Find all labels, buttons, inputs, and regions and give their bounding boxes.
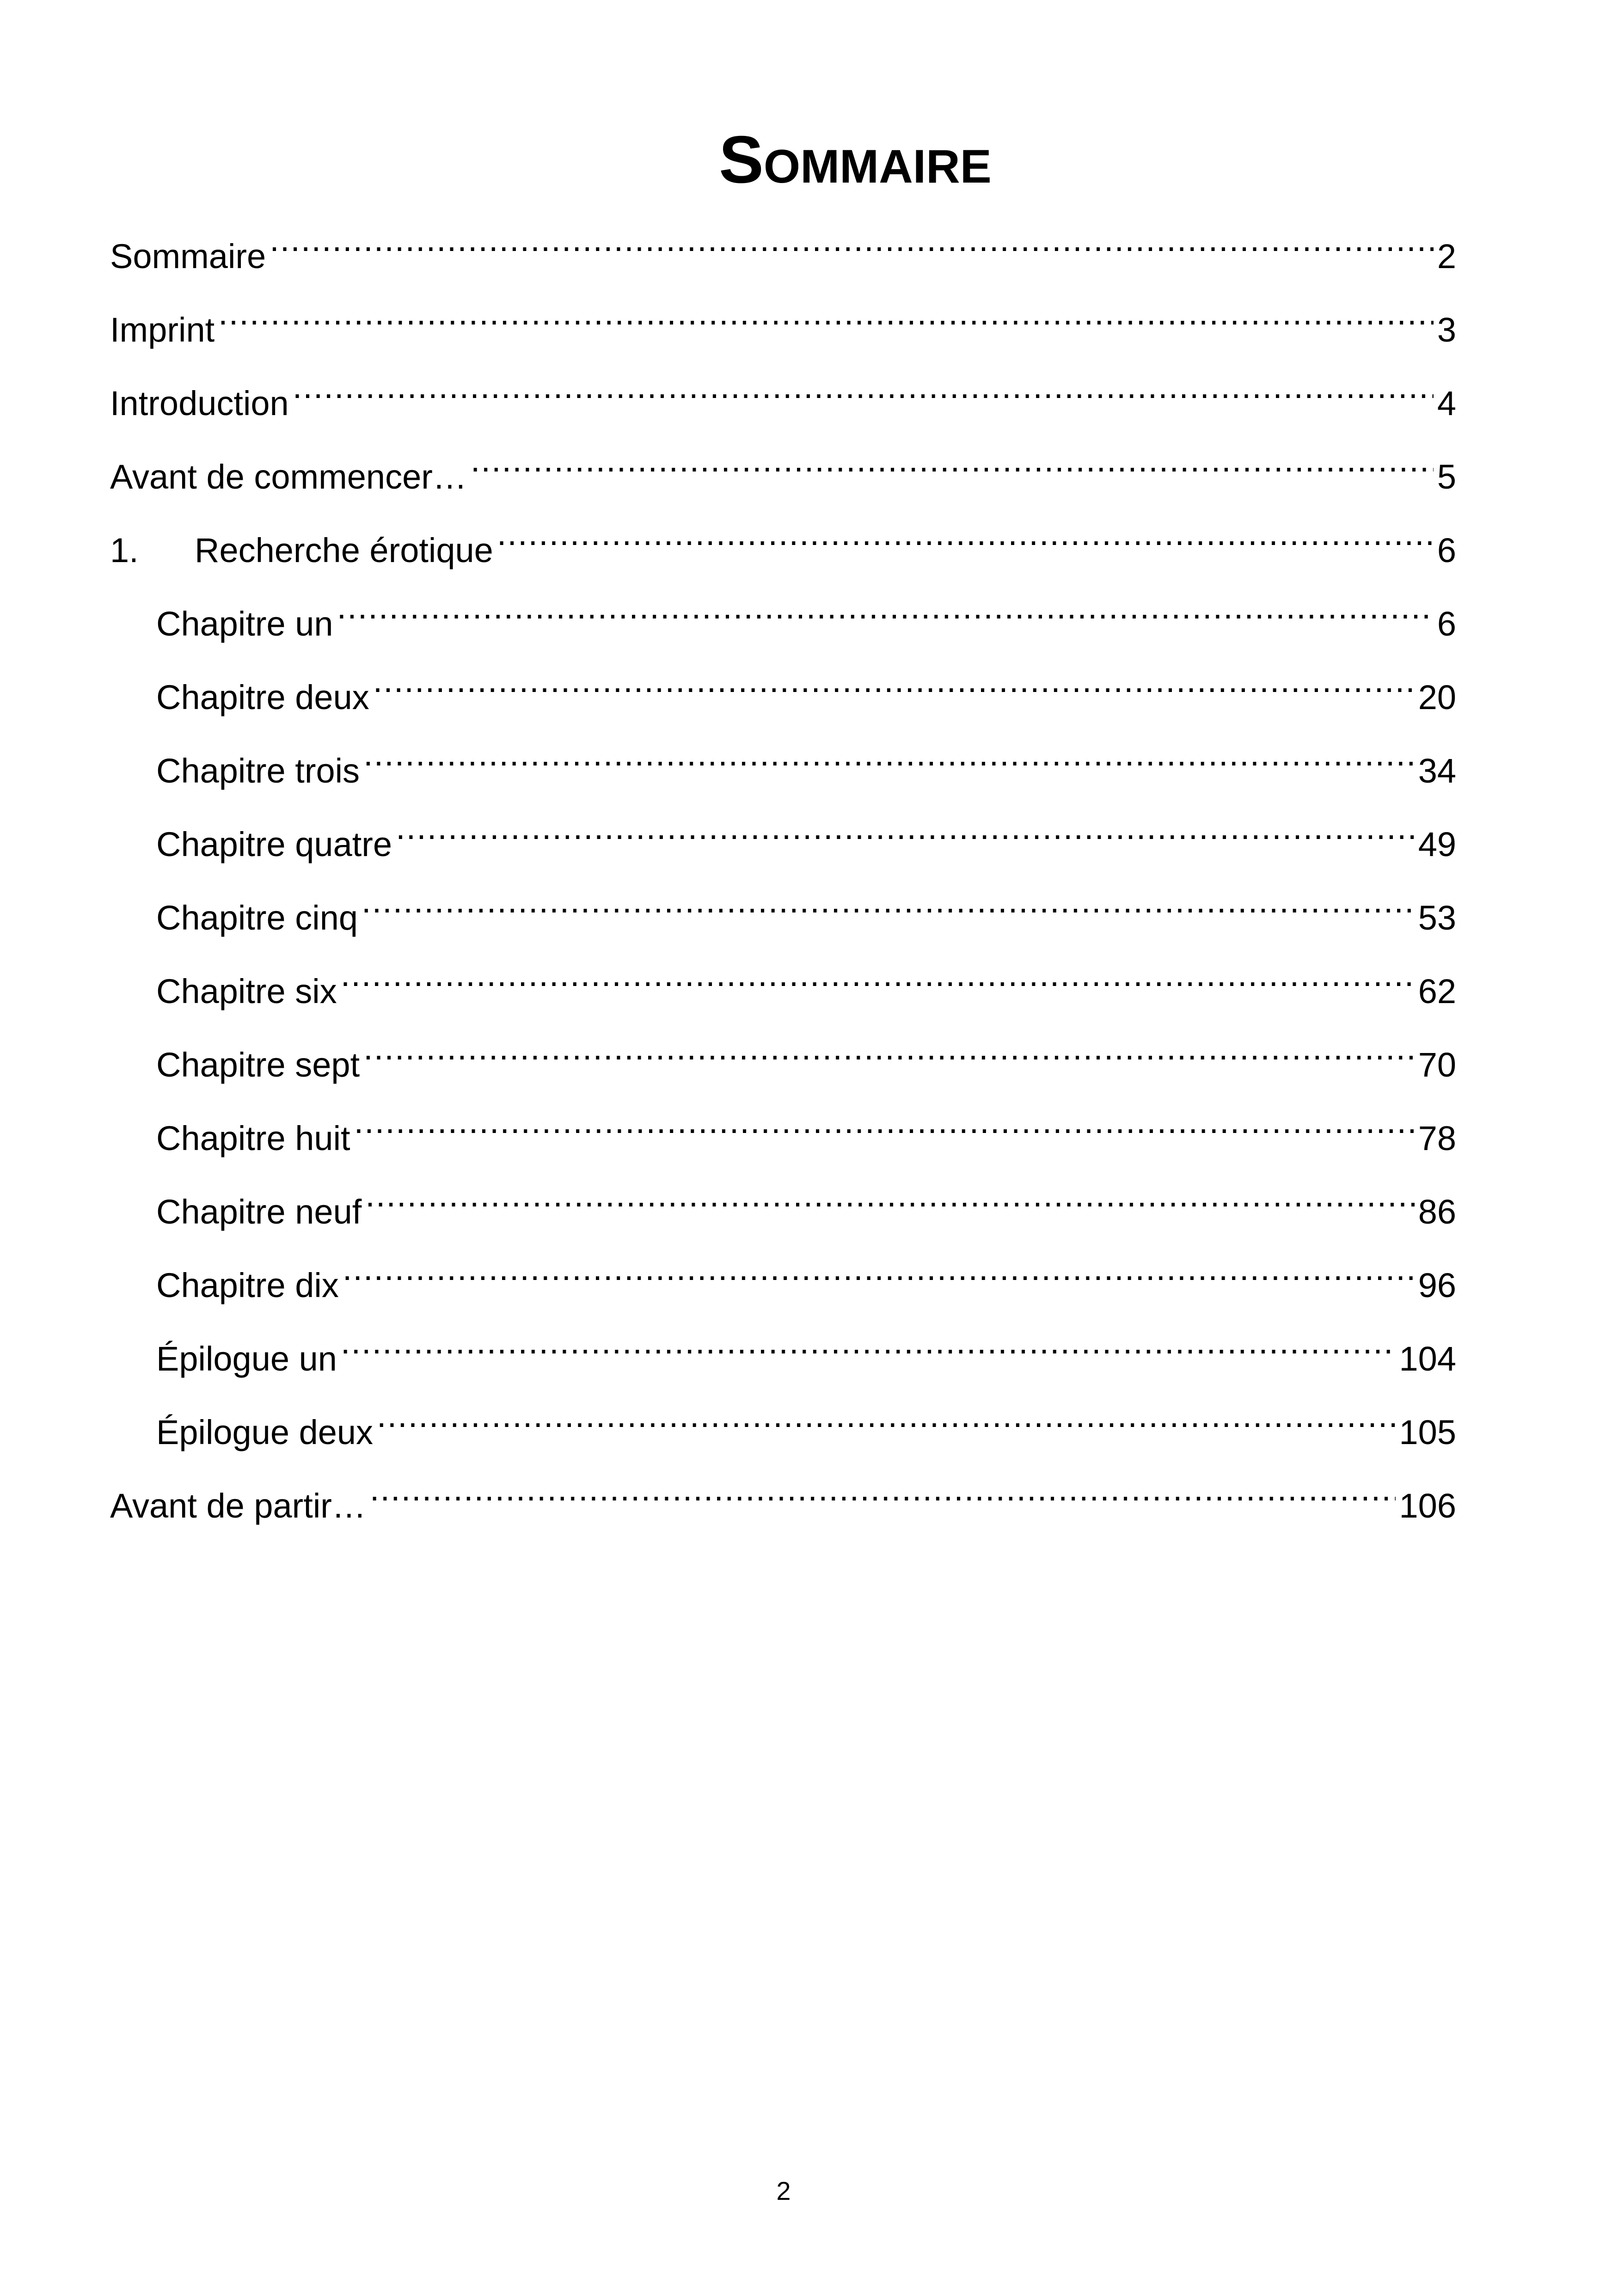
toc-entry-page: 78	[1418, 1119, 1456, 1157]
toc-entry[interactable]	[110, 1104, 1456, 1177]
toc-entry-label: Chapitre huit	[156, 1119, 350, 1157]
toc-entry[interactable]	[110, 1030, 1456, 1104]
toc-dot-leader	[341, 1324, 1396, 1371]
toc-entry-label: Avant de partir…	[110, 1487, 366, 1525]
toc-entry-label: Chapitre quatre	[156, 825, 392, 863]
table-of-contents	[110, 222, 1456, 1545]
toc-dot-leader	[363, 736, 1415, 783]
toc-dot-leader	[377, 1398, 1395, 1444]
toc-entry[interactable]	[110, 295, 1456, 369]
toc-entry[interactable]	[110, 589, 1456, 663]
toc-entry-label: Sommaire	[110, 237, 266, 276]
toc-entry-page: 53	[1418, 899, 1456, 937]
toc-dot-leader	[370, 1471, 1396, 1518]
toc-entry-label: Chapitre un	[156, 605, 333, 643]
toc-entry[interactable]	[110, 369, 1456, 442]
toc-entry[interactable]	[110, 516, 1456, 589]
toc-entry[interactable]	[110, 1177, 1456, 1251]
toc-dot-leader	[471, 442, 1434, 489]
toc-entry-page: 4	[1437, 384, 1456, 422]
toc-entry-label: Recherche érotique	[195, 531, 493, 569]
toc-entry-label: Épilogue un	[156, 1340, 337, 1378]
toc-dot-leader	[373, 663, 1415, 709]
toc-dot-leader	[343, 1251, 1415, 1297]
toc-entry[interactable]	[110, 1324, 1456, 1398]
toc-dot-leader	[218, 295, 1434, 342]
toc-entry-label: Chapitre trois	[156, 752, 360, 790]
toc-entry-label: Chapitre neuf	[156, 1193, 362, 1231]
toc-entry[interactable]	[110, 1471, 1456, 1545]
toc-entry-page: 20	[1418, 678, 1456, 716]
toc-entry[interactable]	[110, 663, 1456, 736]
toc-entry-page: 96	[1418, 1266, 1456, 1304]
page-title: Sommaire	[719, 122, 992, 197]
toc-entry[interactable]	[110, 442, 1456, 516]
toc-entry[interactable]	[110, 222, 1456, 295]
toc-entry-page: 49	[1418, 825, 1456, 863]
toc-entry-label: Chapitre six	[156, 972, 337, 1010]
toc-dot-leader	[293, 369, 1434, 415]
toc-dot-leader	[354, 1104, 1415, 1150]
toc-entry[interactable]	[110, 1398, 1456, 1471]
toc-entry-page: 86	[1418, 1193, 1456, 1231]
toc-entry[interactable]	[110, 736, 1456, 810]
toc-dot-leader	[341, 957, 1415, 1003]
toc-dot-leader	[362, 883, 1415, 930]
toc-entry[interactable]	[110, 883, 1456, 957]
toc-dot-leader	[497, 516, 1434, 562]
toc-entry-label: Chapitre deux	[156, 678, 369, 716]
toc-entry-label: Avant de commencer…	[110, 458, 467, 496]
toc-entry[interactable]	[110, 810, 1456, 883]
toc-entry-page: 6	[1437, 531, 1456, 569]
toc-entry-page: 105	[1399, 1413, 1456, 1451]
toc-entry[interactable]	[110, 1251, 1456, 1324]
toc-entry-page: 6	[1437, 605, 1456, 643]
toc-entry-page: 106	[1399, 1487, 1456, 1525]
toc-entry-page: 104	[1399, 1340, 1456, 1378]
toc-entry-page: 3	[1437, 311, 1456, 349]
toc-dot-leader	[363, 1030, 1415, 1077]
page-number: 2	[776, 2176, 791, 2205]
toc-entry-label: Introduction	[110, 384, 289, 422]
toc-entry-number: 1.	[110, 531, 139, 569]
toc-entry-label: Épilogue deux	[156, 1413, 374, 1451]
toc-entry-page: 70	[1418, 1046, 1456, 1084]
toc-dot-leader	[270, 222, 1434, 268]
toc-entry-label: Imprint	[110, 311, 215, 349]
toc-entry-page: 2	[1437, 237, 1456, 276]
toc-dot-leader	[365, 1177, 1414, 1224]
toc-entry-page: 62	[1418, 972, 1456, 1010]
toc-entry-label: Chapitre cinq	[156, 899, 358, 937]
toc-entry[interactable]	[110, 957, 1456, 1030]
toc-entry-label: Chapitre dix	[156, 1266, 339, 1304]
toc-entry-label: Chapitre sept	[156, 1046, 360, 1084]
toc-entry-page: 34	[1418, 752, 1456, 790]
toc-dot-leader	[337, 589, 1434, 636]
toc-dot-leader	[396, 810, 1415, 856]
toc-entry-page: 5	[1437, 458, 1456, 496]
